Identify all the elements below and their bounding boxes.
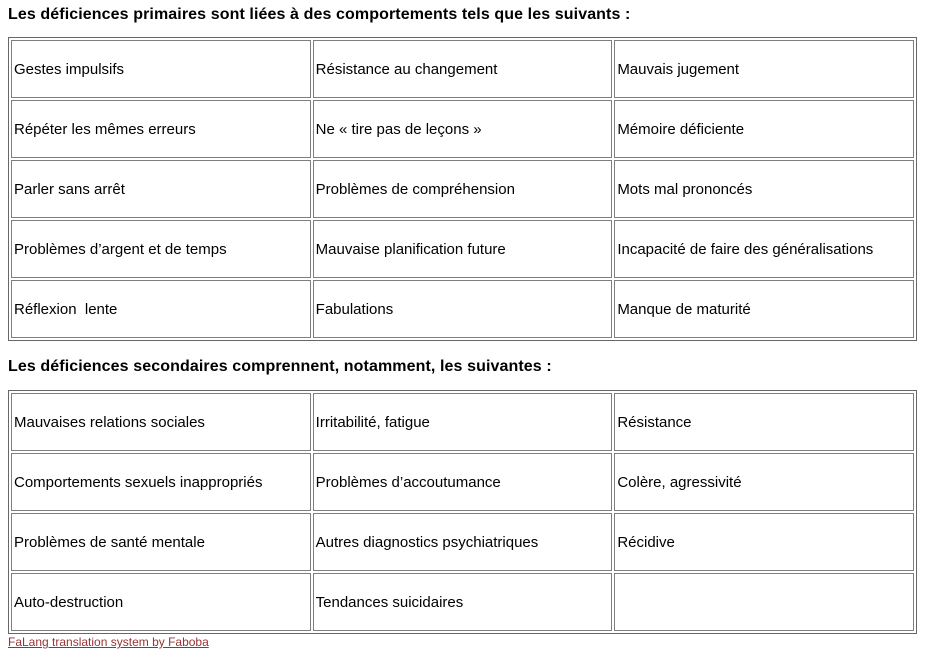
table-cell: Ne « tire pas de leçons » <box>313 100 613 158</box>
table-row <box>11 280 914 338</box>
table-cell: Récidive <box>614 513 914 571</box>
table-row <box>11 513 914 571</box>
falang-credit-link[interactable]: FaLang translation system by Faboba <box>8 635 209 649</box>
table-cell: Problèmes d’accoutumance <box>313 453 613 511</box>
table-cell: Résistance <box>614 393 914 451</box>
table-cell: Comportements sexuels inappropriés <box>11 453 311 511</box>
table-cell: Incapacité de faire des généralisations <box>614 220 914 278</box>
table-cell: Irritabilité, fatigue <box>313 393 613 451</box>
table-cell: Problèmes de compréhension <box>313 160 613 218</box>
secondary-deficiencies-heading: Les déficiences secondaires comprennent, notamment, les suivantes : <box>8 358 552 375</box>
table-row <box>11 220 914 278</box>
table-cell: Tendances suicidaires <box>313 573 613 631</box>
table-cell: Mémoire déficiente <box>614 100 914 158</box>
table-cell: Manque de maturité <box>614 280 914 338</box>
table-row <box>11 40 914 98</box>
table-cell: Auto-destruction <box>11 573 311 631</box>
table-cell: Gestes impulsifs <box>11 40 311 98</box>
table-cell: Mauvais jugement <box>614 40 914 98</box>
table-row <box>11 573 914 631</box>
primary-deficiencies-heading: Les déficiences primaires sont liées à des comportements tels que les suivants : <box>8 6 631 23</box>
table-row <box>11 453 914 511</box>
table-cell: Problèmes de santé mentale <box>11 513 311 571</box>
table-row <box>11 160 914 218</box>
secondary-deficiencies-table <box>8 390 917 634</box>
table-cell: Fabulations <box>313 280 613 338</box>
table-cell: Autres diagnostics psychiatriques <box>313 513 613 571</box>
table-cell: Mauvaise planification future <box>313 220 613 278</box>
table-row <box>11 100 914 158</box>
primary-deficiencies-table <box>8 37 917 341</box>
table-cell: Parler sans arrêt <box>11 160 311 218</box>
table-cell: Problèmes d’argent et de temps <box>11 220 311 278</box>
table-cell: Colère, agressivité <box>614 453 914 511</box>
table-cell: Mots mal prononcés <box>614 160 914 218</box>
table-cell: Résistance au changement <box>313 40 613 98</box>
table-cell: Répéter les mêmes erreurs <box>11 100 311 158</box>
table-cell <box>614 573 914 631</box>
footer <box>8 635 928 650</box>
table-cell: Mauvaises relations sociales <box>11 393 311 451</box>
table-row <box>11 393 914 451</box>
table-cell: Réflexion lente <box>11 280 311 338</box>
